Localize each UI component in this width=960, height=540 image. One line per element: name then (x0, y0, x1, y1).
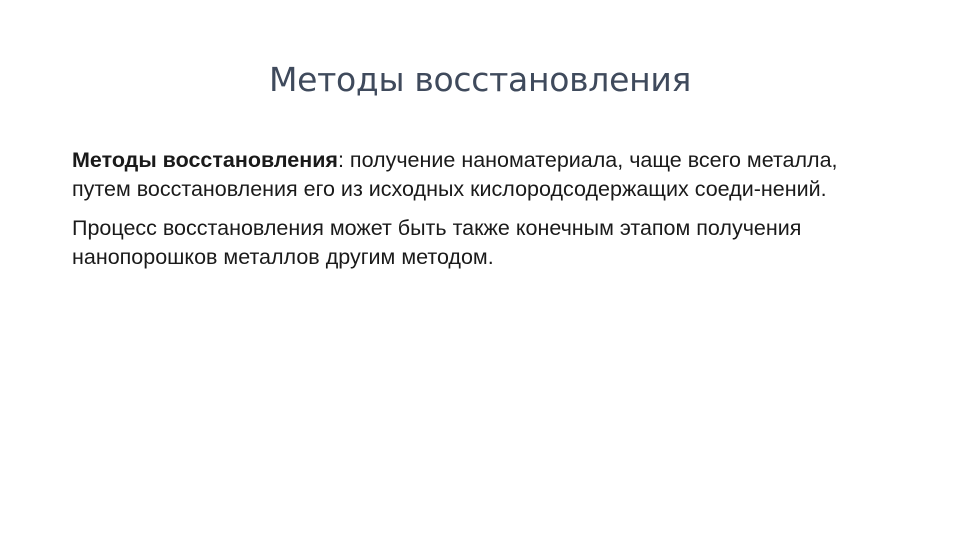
definition-term: Методы восстановления (72, 148, 338, 172)
process-paragraph: Процесс восстановления может быть также конечным этапом получения нанопорошков металлов другим методом. (72, 216, 802, 269)
slide-body (72, 146, 892, 282)
definition-text: : получение наноматериала, чаще всего металла, путем восстановления его из исходных кислородсодержащих соеди-нений. (72, 148, 838, 201)
slide-title: Методы восстановления (268, 60, 692, 99)
definition-paragraph (72, 146, 892, 204)
